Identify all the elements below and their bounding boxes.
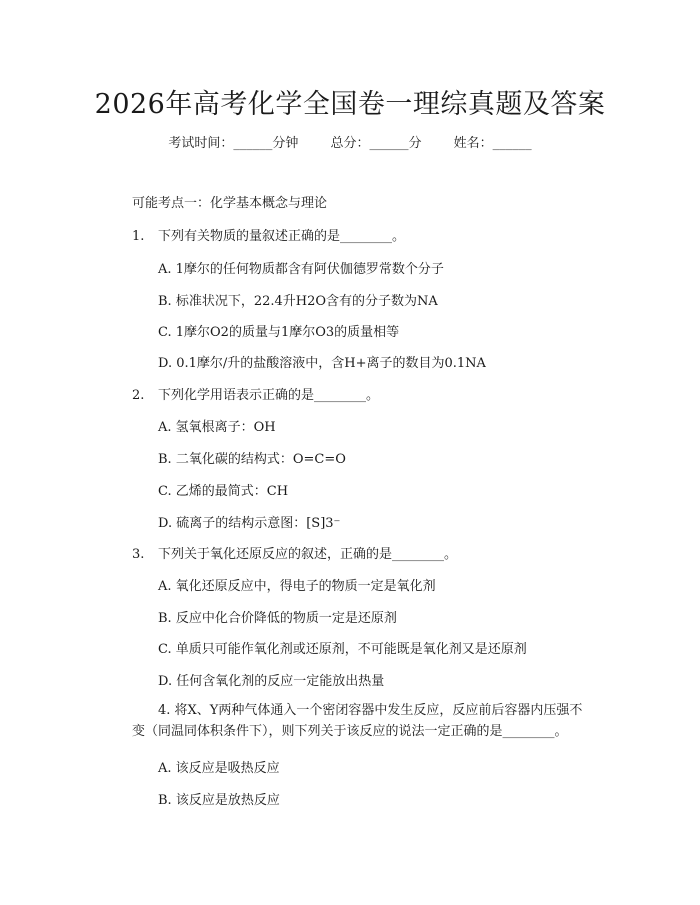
exam-score: 总分：______分 — [330, 136, 422, 151]
option-1a: A. 1摩尔的任何物质都含有阿伏伽德罗常数个分子 — [158, 262, 444, 277]
option-1b: B. 标准状况下，22.4升H2O含有的分子数为NA — [158, 294, 438, 309]
question-number: 4. — [158, 703, 171, 718]
exam-name: 姓名：______ — [453, 136, 532, 151]
exam-meta — [0, 132, 700, 151]
option-2d: D. 硫离子的结构示意图：[S]3⁻ — [158, 516, 341, 531]
question-stem: 将X、Y两种气体通入一个密闭容器中发生反应，反应前后容器内压强不变（同温同体积条件下），则下列关于该反应的说法一定正确的是________。 — [132, 703, 583, 739]
option-2a: A. 氢氧根离子：OH — [158, 420, 276, 435]
question-stem: 下列化学用语表示正确的是________。 — [158, 388, 380, 403]
question-4 — [132, 700, 594, 742]
section-heading: 可能考点一：化学基本概念与理论 — [132, 196, 328, 211]
question-number: 3. — [132, 547, 145, 562]
question-stem: 下列关于氧化还原反应的叙述，正确的是________。 — [158, 547, 458, 562]
exam-title: 2026年高考化学全国卷一理综真题及答案 — [94, 89, 606, 120]
option-2c: C. 乙烯的最简式：CH — [158, 484, 289, 499]
option-1c: C. 1摩尔O2的质量与1摩尔O3的质量相等 — [158, 325, 400, 340]
option-3a: A. 氧化还原反应中，得电子的物质一定是氧化剂 — [158, 579, 436, 594]
question-number: 2. — [132, 388, 145, 403]
question-stem: 下列有关物质的量叙述正确的是________。 — [158, 229, 406, 244]
option-2b: B. 二氧化碳的结构式：O=C=O — [158, 452, 346, 467]
question-1 — [132, 225, 405, 244]
option-1d: D. 0.1摩尔/升的盐酸溶液中，含H+离子的数目为0.1NA — [158, 356, 486, 371]
option-3b: B. 反应中化合价降低的物质一定是还原剂 — [158, 611, 397, 626]
question-3 — [132, 543, 457, 562]
option-3c: C. 单质只可能作氧化剂或还原剂，不可能既是氧化剂又是还原剂 — [158, 642, 527, 657]
question-number: 1. — [132, 229, 145, 244]
option-4b: B. 该反应是放热反应 — [158, 793, 280, 808]
option-3d: D. 任何含氧化剂的反应一定能放出热量 — [158, 674, 385, 689]
option-4a: A. 该反应是吸热反应 — [158, 761, 280, 776]
question-2 — [132, 384, 379, 403]
exam-time: 考试时间：______分钟 — [168, 136, 299, 151]
